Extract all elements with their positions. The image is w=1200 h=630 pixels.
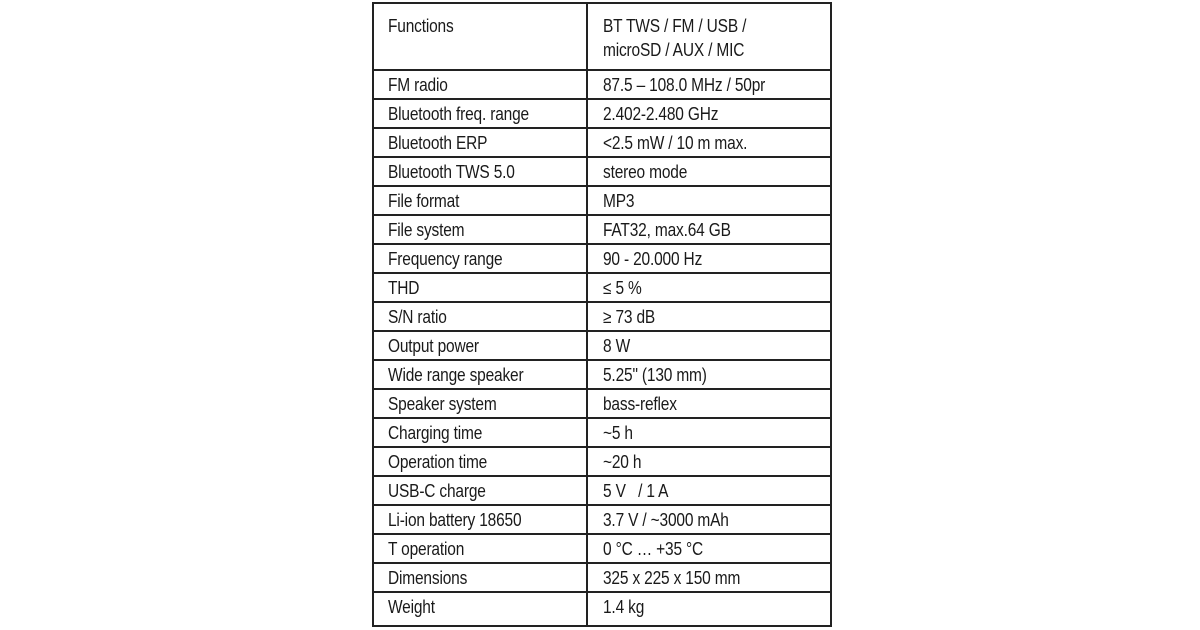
spec-row-t-operation xyxy=(374,535,830,564)
spec-row-file-format xyxy=(374,187,830,216)
spec-row-li-ion-battery xyxy=(374,506,830,535)
spec-row-usb-c-charge xyxy=(374,477,830,506)
spec-value: 0 °C … +35 °C xyxy=(603,539,704,559)
spec-row-frequency-range xyxy=(374,245,830,274)
spec-label: Bluetooth TWS 5.0 xyxy=(374,158,588,185)
spec-row-charging-time xyxy=(374,419,830,448)
spec-value: ≤ 5 % xyxy=(603,278,642,298)
spec-row-output-power xyxy=(374,332,830,361)
spec-label: File format xyxy=(374,187,588,214)
spec-row-operation-time xyxy=(374,448,830,477)
spec-row-functions xyxy=(374,4,830,71)
spec-row-wide-range-speaker xyxy=(374,361,830,390)
spec-label: THD xyxy=(374,274,588,301)
spec-label: File system xyxy=(374,216,588,243)
spec-value: 8 W xyxy=(603,336,631,356)
spec-row-bluetooth-freq-range xyxy=(374,100,830,129)
spec-value: 2.402-2.480 GHz xyxy=(603,104,719,124)
spec-label: FM radio xyxy=(374,71,588,98)
spec-value: stereo mode xyxy=(603,162,688,182)
spec-row-sn-ratio xyxy=(374,303,830,332)
spec-value: 90 - 20.000 Hz xyxy=(603,249,703,269)
spec-value: ~5 h xyxy=(603,423,633,443)
spec-row-fm-radio xyxy=(374,71,830,100)
spec-row-speaker-system xyxy=(374,390,830,419)
spec-label: Charging time xyxy=(374,419,588,446)
spec-value: 3.7 V / ~3000 mAh xyxy=(603,510,729,530)
spec-label: Functions xyxy=(374,4,588,69)
spec-label: Li-ion battery 18650 xyxy=(374,506,588,533)
spec-label: Bluetooth ERP xyxy=(374,129,588,156)
spec-value: FAT32, max.64 GB xyxy=(603,220,731,240)
spec-row-dimensions xyxy=(374,564,830,593)
spec-label: Weight xyxy=(374,593,588,625)
spec-value: 5 V / 1 A xyxy=(603,481,669,501)
spec-value: BT TWS / FM / USB / microSD / AUX / MIC xyxy=(603,16,747,60)
spec-label: Frequency range xyxy=(374,245,588,272)
spec-label: Operation time xyxy=(374,448,588,475)
spec-row-bluetooth-erp xyxy=(374,129,830,158)
spec-label: T operation xyxy=(374,535,588,562)
spec-row-bluetooth-tws xyxy=(374,158,830,187)
spec-label: Dimensions xyxy=(374,564,588,591)
spec-label: Output power xyxy=(374,332,588,359)
spec-row-weight xyxy=(374,593,830,625)
spec-label: Bluetooth freq. range xyxy=(374,100,588,127)
spec-row-thd xyxy=(374,274,830,303)
spec-value: 5.25" (130 mm) xyxy=(603,365,707,385)
spec-value: <2.5 mW / 10 m max. xyxy=(603,133,748,153)
spec-label: Wide range speaker xyxy=(374,361,588,388)
spec-label: S/N ratio xyxy=(374,303,588,330)
spec-value: bass-reflex xyxy=(603,394,677,414)
spec-row-file-system xyxy=(374,216,830,245)
spec-value: ≥ 73 dB xyxy=(603,307,656,327)
spec-value: 87.5 – 108.0 MHz / 50pr xyxy=(603,75,766,95)
spec-label: Speaker system xyxy=(374,390,588,417)
spec-value: ~20 h xyxy=(603,452,642,472)
spec-value: MP3 xyxy=(603,191,635,211)
spec-value: 1.4 kg xyxy=(603,597,645,617)
spec-label: USB-C charge xyxy=(374,477,588,504)
spec-value: 325 x 225 x 150 mm xyxy=(603,568,741,588)
specification-table xyxy=(372,2,832,627)
